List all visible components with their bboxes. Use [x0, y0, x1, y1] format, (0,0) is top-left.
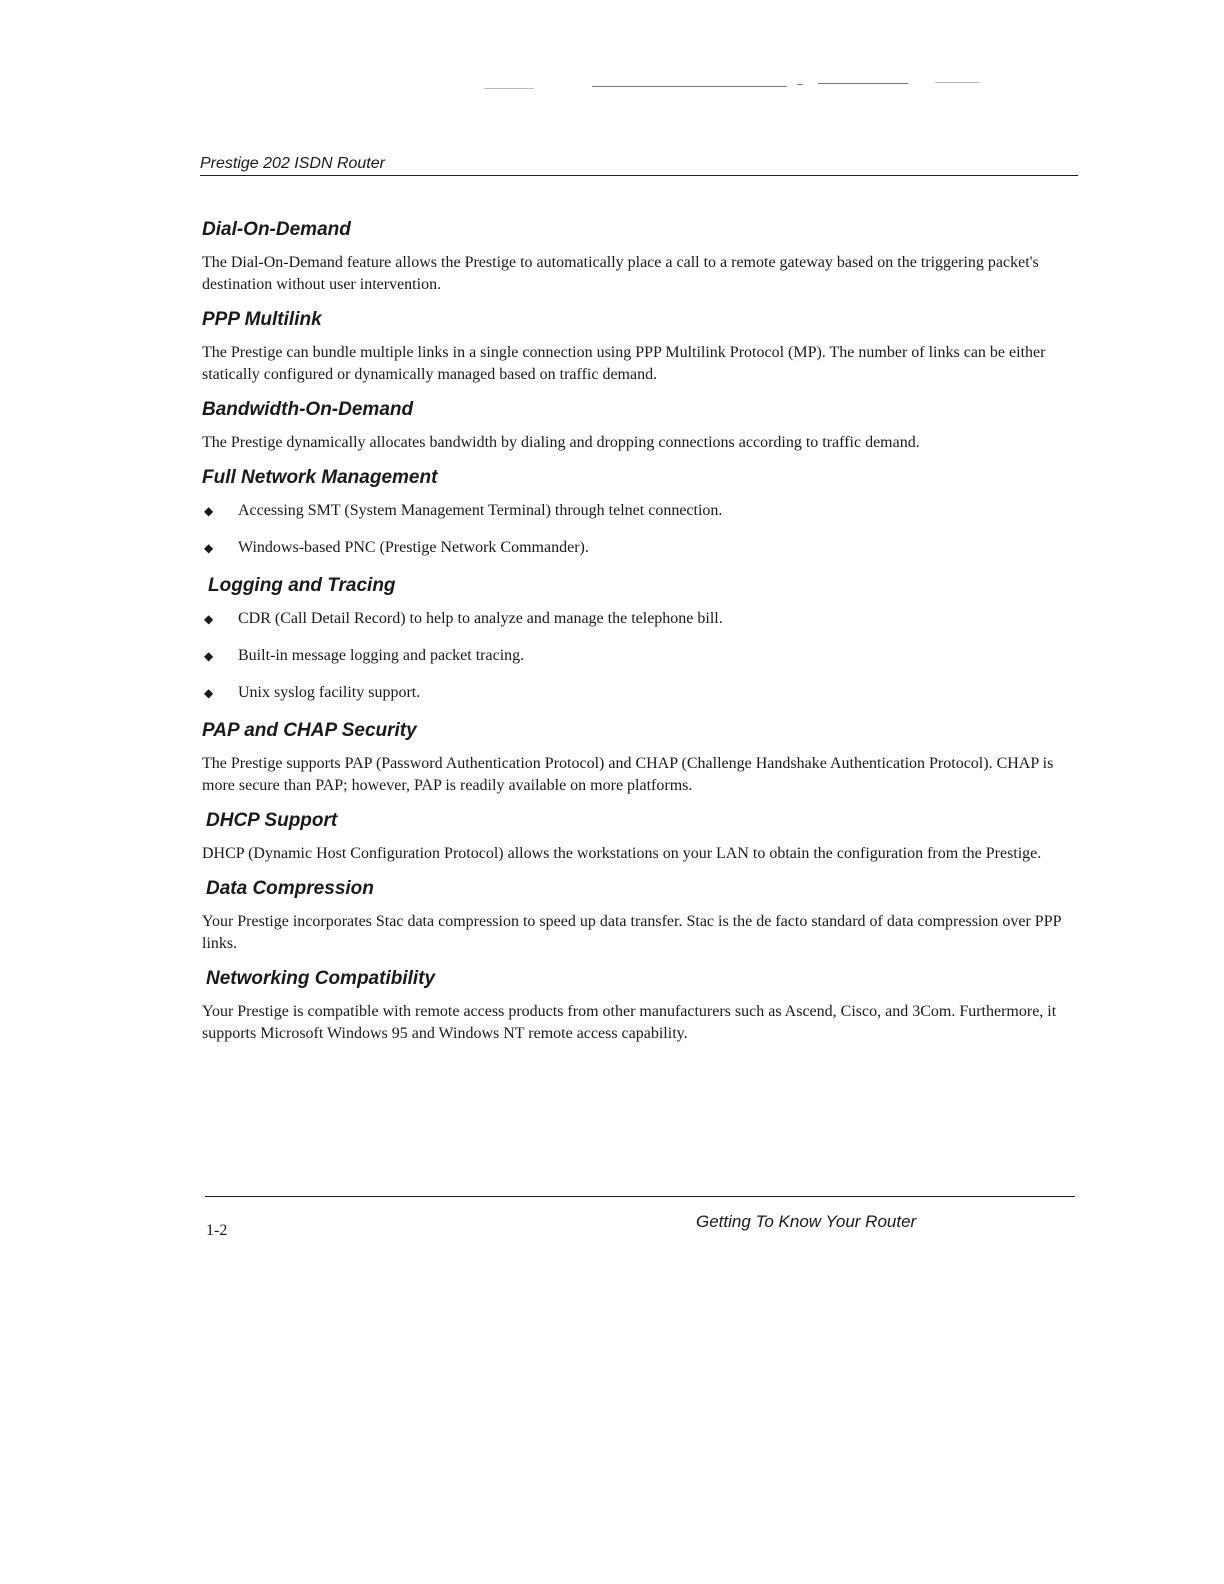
section-heading: PPP Multilink	[202, 309, 322, 330]
section-heading: Dial-On-Demand	[202, 219, 351, 240]
list-item	[202, 608, 1072, 630]
scan-artifact	[592, 86, 787, 87]
scan-artifact	[935, 82, 980, 83]
section-heading: Bandwidth-On-Demand	[202, 399, 414, 420]
footer-rule	[205, 1196, 1075, 1197]
section-heading: PAP and CHAP Security	[202, 720, 417, 741]
list-item	[202, 682, 1072, 704]
section-ppp-multilink	[202, 308, 1072, 386]
page-number: 1-2	[206, 1222, 228, 1239]
list-item-text: Unix syslog facility support.	[238, 684, 421, 701]
diamond-bullet-icon: ◆	[204, 612, 214, 626]
section-body: DHCP (Dynamic Host Configuration Protocol) allows the workstations on your LAN to obtain the configuration from the Prestige.	[202, 845, 1042, 862]
list-item	[202, 500, 1072, 522]
diamond-bullet-icon: ◆	[204, 541, 214, 555]
scan-artifact	[797, 84, 803, 85]
header-rule	[200, 175, 1078, 176]
section-body: Your Prestige incorporates Stac data compression to speed up data transfer. Stac is the de facto standard of data compression over PPP links.	[202, 913, 1061, 952]
section-body: The Prestige dynamically allocates bandwidth by dialing and dropping connections according to traffic demand.	[202, 434, 920, 451]
diamond-bullet-icon: ◆	[204, 686, 214, 700]
section-body: The Prestige supports PAP (Password Authentication Protocol) and CHAP (Challenge Handshake Authentication Protocol). CHAP is more secure than PAP; however, PAP is readily available on more platforms.	[202, 755, 1054, 794]
section-bandwidth-on-demand	[202, 398, 1072, 454]
section-pap-chap-security	[202, 719, 1072, 797]
page-header-title: Prestige 202 ISDN Router	[200, 155, 385, 172]
section-body: The Prestige can bundle multiple links in a single connection using PPP Multilink Protocol (MP). The number of links can be either statically configured or dynamically managed based on traffic demand.	[202, 344, 1046, 383]
section-networking-compatibility	[202, 967, 1072, 1045]
section-heading: DHCP Support	[206, 810, 338, 831]
section-logging-and-tracing	[202, 574, 1072, 704]
section-dial-on-demand	[202, 218, 1072, 296]
section-heading: Data Compression	[206, 878, 374, 899]
diamond-bullet-icon: ◆	[204, 649, 214, 663]
list-item-text: Accessing SMT (System Management Terminal) through telnet connection.	[238, 502, 723, 519]
list-item	[202, 537, 1072, 559]
diamond-bullet-icon: ◆	[204, 504, 214, 518]
section-heading: Networking Compatibility	[206, 968, 436, 989]
section-heading: Full Network Management	[202, 467, 438, 488]
list-item-text: Built-in message logging and packet tracing.	[238, 647, 525, 664]
scan-artifact	[818, 83, 908, 84]
list-item-text: CDR (Call Detail Record) to help to analyze and manage the telephone bill.	[238, 610, 723, 627]
section-body: The Dial-On-Demand feature allows the Prestige to automatically place a call to a remote gateway based on the triggering packet's destination without user intervention.	[202, 254, 1039, 293]
footer-chapter-title: Getting To Know Your Router	[696, 1212, 917, 1231]
bullet-list	[202, 500, 1072, 559]
section-dhcp-support	[202, 809, 1072, 865]
section-full-network-management	[202, 466, 1072, 559]
section-data-compression	[202, 877, 1072, 955]
list-item-text: Windows-based PNC (Prestige Network Commander).	[238, 539, 589, 556]
page-content	[202, 218, 1072, 1057]
scan-artifact	[484, 88, 534, 89]
list-item	[202, 645, 1072, 667]
section-heading: Logging and Tracing	[208, 575, 396, 596]
bullet-list	[202, 608, 1072, 704]
section-body: Your Prestige is compatible with remote access products from other manufacturers such as Ascend, Cisco, and 3Com. Furthermore, it supports Microsoft Windows 95 and Windows NT remote access capability.	[202, 1003, 1057, 1042]
